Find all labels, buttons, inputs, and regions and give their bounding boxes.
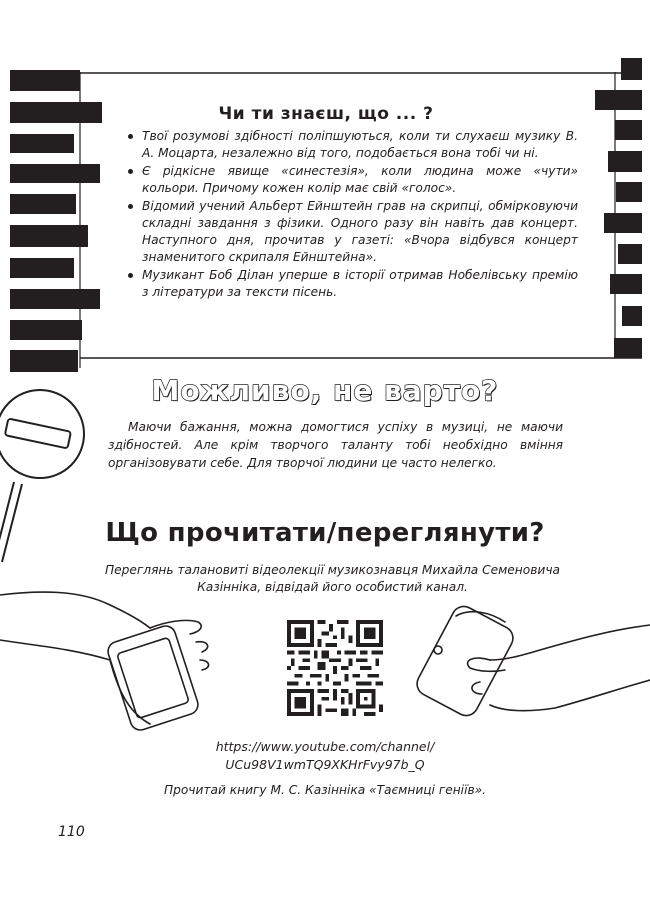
hand-holding-phone-right-icon [413,602,650,720]
maybe-not-text: Маючи бажання, можна домогтися успіху в музиці, не маючи здібностей. Але крім творчого таланту тобі необхідно вміння організовувати себе. Для творчої людини це часто нелегко. [108,420,563,470]
book-recommendation: Прочитай книгу М. С. Казінніка «Таємниці геніїв». [163,783,487,797]
hand-holding-phone-left-icon [0,592,209,733]
maybe-not-title: Можливо, не варто? [151,374,499,407]
read-watch-text: Переглянь талановиті відеолекції музикознавця Михайла Семеновича Казінніка, відвідай його особистий канал. [105,563,560,594]
qr-code-icon [287,620,383,716]
page-number: 110 [58,824,85,840]
url-line-2: UCu98V1wmTQ9XKHrFvy97b_Q [225,757,425,772]
fact-item: Музикант Боб Ділан уперше в історії отримав Нобелівську премію з літератури за тексти пісень. [128,267,578,301]
fact-item: Відомий учений Альберт Ейнштейн грав на скрипці, обмірковуючи складні завдання з фізики. Одного разу він навіть дав концерт. Наступного дня, прочитав у газеті: «Вчора відбувся концерт знаменитого скрипаля Ейнштейна». [128,198,578,266]
url-line-1: https://www.youtube.com/channel/ [215,739,435,754]
did-you-know-title: Чи ти знаєш, що ... ? [218,104,434,124]
read-watch-title: Що прочитати/переглянути? [105,518,545,548]
fact-item: Твої розумові здібності поліпшуються, коли ти слухаєш музику В. А. Моцарта, незалежно від того, подобається вона тобі чи ні. [128,128,578,162]
youtube-channel-link[interactable] [150,738,500,774]
fact-item: Є рідкісне явище «синестезія», коли людина може «чути» кольори. Причому кожен колір має свій «голос». [128,163,578,197]
